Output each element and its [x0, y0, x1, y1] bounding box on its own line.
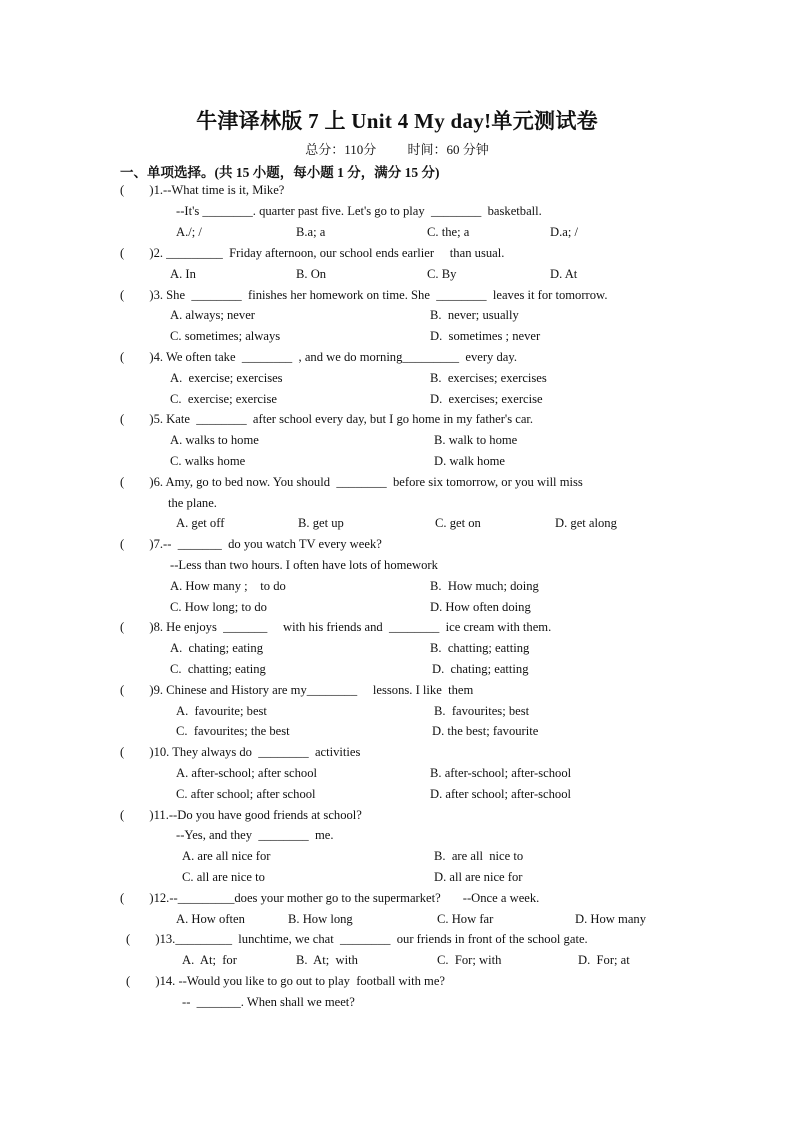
option-b: B. How much; doing: [430, 579, 539, 593]
option-b: B. walk to home: [434, 433, 518, 447]
option-d: D. exercises; exercise: [430, 392, 543, 406]
option-a: A. get off: [176, 516, 225, 530]
option-d: D. the best; favourite: [432, 724, 539, 738]
option-b: B. after-school; after-school: [430, 766, 572, 780]
option-c: C. How long; to do: [170, 600, 267, 614]
question-stem: ( )11.--Do you have good friends at school?: [120, 808, 362, 822]
question-stem: ( )7.-- _______ do you watch TV every week?: [120, 537, 382, 551]
question-line: -- _______. When shall we meet?: [182, 995, 355, 1009]
question-stem: ( )6. Amy, go to bed now. You should ________ before six tomorrow, or you will miss: [120, 475, 583, 489]
question-line: --It's ________. quarter past five. Let's go to play ________ basketball.: [176, 204, 542, 218]
time-limit: 时间：60 分钟: [407, 142, 489, 157]
exam-meta: [0, 139, 794, 158]
option-b: B. get up: [298, 516, 344, 530]
option-a: A. walks to home: [170, 433, 259, 447]
section-heading: 一、单项选择。(共 15 小题，每小题 1 分，满分 15 分): [120, 165, 440, 180]
option-c: C. get on: [435, 516, 481, 530]
option-a: A./; /: [176, 225, 202, 239]
option-d: D. For; at: [578, 953, 630, 967]
option-d: D. How many: [575, 912, 647, 926]
option-d: D. chating; eatting: [432, 662, 529, 676]
option-a: A. after-school; after school: [176, 766, 318, 780]
question-stem: ( )8. He enjoys _______ with his friends and ________ ice cream with them.: [120, 620, 552, 634]
option-b: B. exercises; exercises: [430, 371, 547, 385]
option-d: D. get along: [555, 516, 617, 530]
option-c: C. For; with: [437, 953, 502, 967]
question-stem: ( )13._________ lunchtime, we chat ________ our friends in front of the school gate.: [126, 932, 588, 946]
question-stem: ( )9. Chinese and History are my________ lessons. I like them: [120, 683, 474, 697]
option-c: C. By: [427, 267, 457, 281]
question-stem: ( )5. Kate ________ after school every day, but I go home in my father's car.: [120, 412, 534, 426]
option-b: B. How long: [288, 912, 353, 926]
option-c: C. chatting; eating: [170, 662, 266, 676]
option-b: B.a; a: [296, 225, 326, 239]
option-a: A. In: [170, 267, 196, 281]
option-d: D. after school; after-school: [430, 787, 572, 801]
option-b: B. At; with: [296, 953, 358, 967]
option-d: D. walk home: [434, 454, 505, 468]
question-stem: ( )3. She ________ finishes her homework on time. She ________ leaves it for tomorrow.: [120, 288, 608, 302]
option-a: A. How many ; to do: [170, 579, 286, 593]
question-stem: ( )12.--_________does your mother go to the supermarket? --Once a week.: [120, 891, 540, 905]
option-c: C. favourites; the best: [176, 724, 290, 738]
option-c: C. all are nice to: [182, 870, 265, 884]
option-c: C. after school; after school: [176, 787, 316, 801]
option-d: D. sometimes ; never: [430, 329, 541, 343]
option-b: B. favourites; best: [434, 704, 530, 718]
option-c: C. the; a: [427, 225, 470, 239]
question-stem: ( )4. We often take ________ , and we do morning_________ every day.: [120, 350, 518, 364]
option-a: A. always; never: [170, 308, 255, 322]
question-line: the plane.: [168, 496, 217, 510]
option-d: D. all are nice for: [434, 870, 523, 884]
question-stem: ( )10. They always do ________ activities: [120, 745, 361, 759]
option-a: A. How often: [176, 912, 245, 926]
question-line: --Less than two hours. I often have lots of homework: [170, 558, 438, 572]
option-d: D. At: [550, 267, 578, 281]
question-stem: ( )1.--What time is it, Mike?: [120, 183, 285, 197]
option-d: D.a; /: [550, 225, 578, 239]
question-stem: ( )2. _________ Friday afternoon, our school ends earlier than usual.: [120, 246, 505, 260]
option-d: D. How often doing: [430, 600, 531, 614]
option-c: C. walks home: [170, 454, 246, 468]
option-a: A. chating; eating: [170, 641, 264, 655]
option-a: A. are all nice for: [182, 849, 271, 863]
question-stem: ( )14. --Would you like to go out to play football with me?: [126, 974, 446, 988]
option-c: C. sometimes; always: [170, 329, 281, 343]
total-score: 总分：110分: [305, 142, 377, 157]
option-a: A. favourite; best: [176, 704, 267, 718]
option-b: B. chatting; eatting: [430, 641, 530, 655]
option-c: C. How far: [437, 912, 494, 926]
option-a: A. At; for: [182, 953, 237, 967]
option-a: A. exercise; exercises: [170, 371, 283, 385]
page-title: 牛津译林版 7 上 Unit 4 My day!单元测试卷: [196, 109, 598, 133]
option-b: B. On: [296, 267, 327, 281]
question-line: --Yes, and they ________ me.: [176, 828, 334, 842]
option-b: B. never; usually: [430, 308, 519, 322]
option-b: B. are all nice to: [434, 849, 524, 863]
option-c: C. exercise; exercise: [170, 392, 277, 406]
